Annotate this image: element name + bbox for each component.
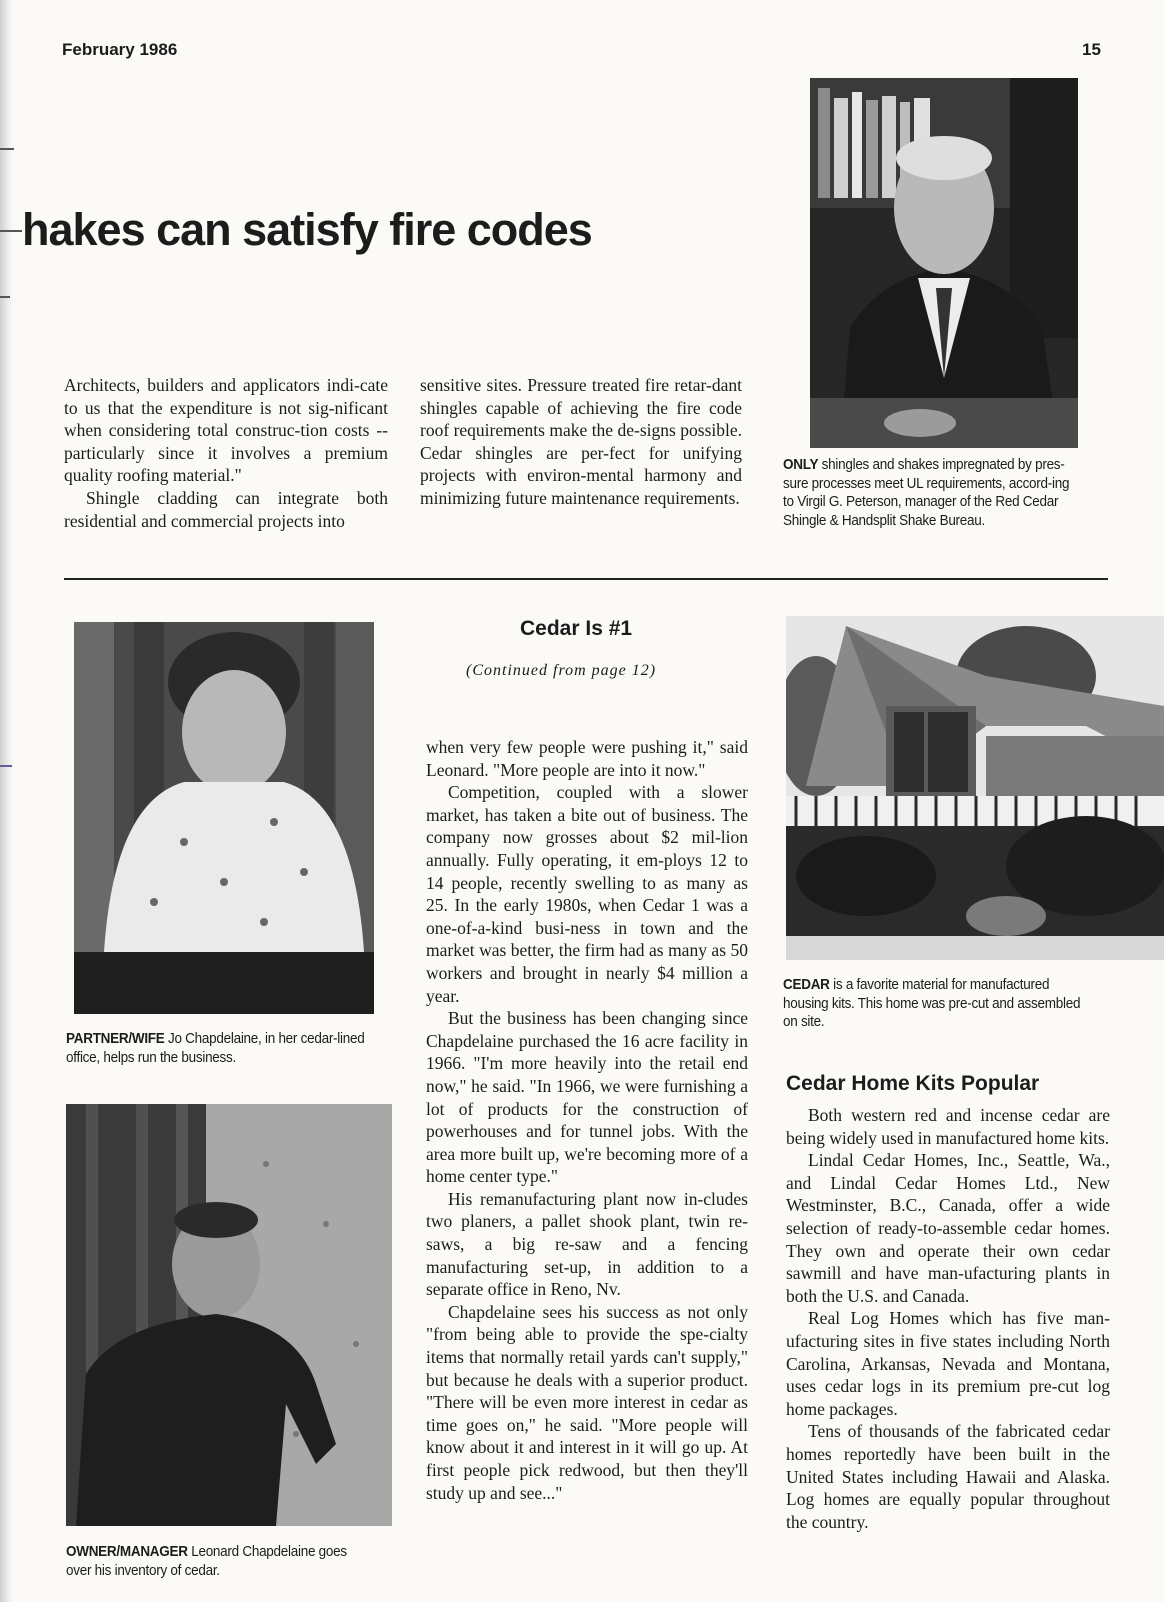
paragraph: sensitive sites. Pressure treated fire retar-dant shingles capable of achieving the fire code roof requirements make the de-signs possible. Cedar shingles are per-fect for unifying projects with environ-mental harmony and minimizing future maintenance requirements. xyxy=(420,375,742,508)
paragraph: Lindal Cedar Homes, Inc., Seattle, Wa., and Lindal Cedar Homes Ltd., New Westminster, B.C., Canada, offer a wide selection of ready-to-assemble cedar homes. They own and operate their own cedar sawmill and have man-ufacturing plants in both the U.S. and Canada. xyxy=(786,1150,1110,1306)
caption-leonard xyxy=(66,1543,367,1580)
paragraph: But the business has been changing since Chapdelaine purchased the 16 acre facility in 1966. "I'm more heavily into the retail end now," he said. "In 1966, we were furnishing a lot of products for the construction of powerhouses and for tunnel jobs. With the area more built up, we're becoming more of a home center type." xyxy=(426,1008,748,1187)
article-title-cedar-home-kits: Cedar Home Kits Popular xyxy=(786,1072,1040,1095)
paragraph: Both western red and incense cedar are being widely used in manufactured home kits. xyxy=(786,1105,1110,1148)
caption-text: is a favorite material for manufactured housing kits. This home was pre-cut and assembled on site. xyxy=(783,976,1081,1030)
portrait-photo-peterson xyxy=(810,78,1078,448)
page-number: 15 xyxy=(1082,40,1101,59)
edge-mark xyxy=(0,296,10,298)
article-title-cedar-is-1: Cedar Is #1 xyxy=(520,617,633,640)
paragraph: Competition, coupled with a slower market, has taken a bite out of business. The company now grosses about $2 mil-lion annually. Fully operating, it em-ploys 12 to 14 people, recently swelling to as many as 25. In the early 1980s, when Cedar 1 was a one-of-a-kind busi-ness in town and the market was better, the firm had as many as 50 workers and brought in nearly $4 million a year. xyxy=(426,782,748,1006)
page-binding-edge xyxy=(0,0,14,1602)
paragraph: His remanufacturing plant now in-cludes two planers, a pallet shook plant, twin re-saws, a big re-saw and a fencing manufacturing set-up, in addition to a separate office in Reno, Nv. xyxy=(426,1188,748,1300)
caption-text: shingles and shakes impregnated by pres-sure processes meet UL requirements, accord-ing to Virgil G. Peterson, manager of the Red Cedar Shingle & Handsplit Shake Bureau. xyxy=(783,456,1070,529)
edge-mark xyxy=(0,230,22,232)
paragraph: Shingle cladding can integrate both residential and commercial projects into xyxy=(64,487,388,531)
cedar-article-body xyxy=(426,736,748,1504)
caption-text: Jo Chapdelaine, in her cedar-lined office, helps run the business. xyxy=(66,1030,365,1066)
paragraph: when very few people were pushing it," said Leonard. "More people are into it now." xyxy=(426,737,748,780)
edge-mark xyxy=(0,765,12,767)
paragraph: Architects, builders and applicators indi-cate to us that the expenditure is not sig-nificant when considering total construc-tion costs -- particularly since it involves a premium quality roofing material." xyxy=(64,375,388,486)
paragraph: Tens of thousands of the fabricated cedar homes reportedly have been built in the United States including Hawaii and Alaska. Log homes are equally popular throughout the country. xyxy=(786,1421,1110,1532)
caption-jo xyxy=(66,1030,367,1067)
caption-lead: CEDAR xyxy=(783,976,830,993)
edge-mark xyxy=(0,148,14,150)
issue-date: February 1986 xyxy=(62,40,178,59)
photo-cedar-home xyxy=(786,616,1164,960)
caption-peterson xyxy=(783,456,1080,530)
photo-leonard-chapdelaine xyxy=(66,1104,392,1526)
top-article-column-1 xyxy=(64,374,388,532)
caption-lead: ONLY xyxy=(783,456,819,473)
photo-jo-chapdelaine xyxy=(74,622,374,1014)
continued-note: (Continued from page 12) xyxy=(466,662,657,679)
caption-lead: PARTNER/WIFE xyxy=(66,1030,165,1047)
section-divider xyxy=(64,578,1108,580)
caption-house xyxy=(783,976,1093,1032)
headline: hakes can satisfy fire codes xyxy=(22,204,592,255)
caption-text: Leonard Chapdelaine goes over his inventory of cedar. xyxy=(66,1543,347,1579)
paragraph: Real Log Homes which has five man-ufacturing sites in five states including North Carolina, Arkansas, Nevada and Montana, uses cedar logs in its premium pre-cut log home packages. xyxy=(786,1308,1110,1419)
kits-article-body xyxy=(786,1104,1110,1533)
caption-lead: OWNER/MANAGER xyxy=(66,1543,188,1560)
top-article-column-2 xyxy=(420,374,742,510)
paragraph: Chapdelaine sees his success as not only "from being able to provide the spe-cialty items that normally retail yards can't supply," but because he deals with a superior product. "There will be even more interest in cedar as time goes on," he said. "More people will know about it and interest in it will go up. At first people pick redwood, but then they'll study up and see..." xyxy=(426,1301,748,1503)
